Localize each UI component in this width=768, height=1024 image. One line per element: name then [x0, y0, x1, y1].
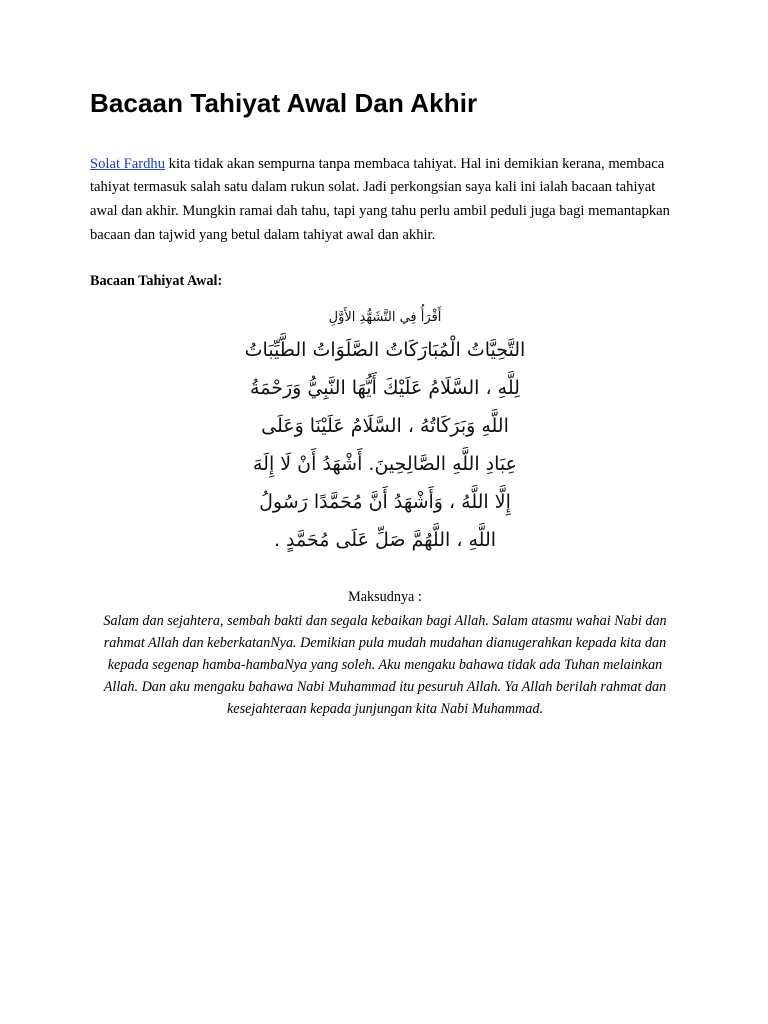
- arabic-line: اللَّهِ ، اللَّهُمَّ صَلِّ عَلَى مُحَمَّدٍ .: [273, 528, 497, 551]
- solat-fardhu-link[interactable]: Solat Fardhu: [90, 155, 165, 172]
- intro-paragraph: [90, 153, 670, 248]
- arabic-line: أَقْرَأُ فِي التَّشَهُّدِ الأَوَّلِ: [328, 310, 442, 326]
- arabic-passage-lines: [235, 306, 535, 559]
- arabic-line: إِلَّا اللَّهُ ، وَأَشْهَدُ أَنَّ مُحَمَّدًا رَسُولُ: [259, 490, 511, 513]
- intro-paragraph-text: kita tidak akan sempurna tanpa membaca tahiyat. Hal ini demikian kerana, membaca tahiyat termasuk salah satu dalam rukun solat. Jadi perkongsian saya kali ini ialah bacaan tahiyat awal dan akhir. Mungkin ramai dah tahu, tapi yang tahu perlu ambil peduli juga bagi memantapkan bacaan dan tajwid yang betul dalam tahiyat awal dan akhir.: [90, 155, 670, 243]
- arabic-line: لِلَّهِ ، السَّلَامُ عَلَيْكَ أَيُّهَا النَّبِيُّ وَرَحْمَةُ: [250, 376, 520, 399]
- arabic-passage: [90, 306, 680, 559]
- arabic-line: اللَّهِ وَبَرَكَاتُهُ ، السَّلَامُ عَلَيْنَا وَعَلَى: [261, 414, 509, 437]
- page-title: Bacaan Tahiyat Awal Dan Akhir: [90, 88, 478, 118]
- arabic-line: التَّحِيَّاتُ الْمُبَارَكَاتُ الصَّلَوَاتُ الطَّيِّبَاتُ: [244, 338, 526, 361]
- meaning-text: Salam dan sejahtera, sembah bakti dan segala kebaikan bagi Allah. Salam atasmu wahai Nabi dan rahmat Allah dan keberkatanNya. Demikian pula mudah mudahan dianugerahkan kepada kita dan kepada segenap hamba-hambaNya yang soleh. Aku mengaku bahawa tidak ada Tuhan melainkan Allah. Dan aku mengaku bahawa Nabi Muhammad itu pesuruh Allah. Ya Allah berilah rahmat dan kesejahteraan kepada junjungan kita Nabi Muhammad.: [103, 612, 667, 717]
- arabic-line: عِبَادِ اللَّهِ الصَّالِحِينَ. أَشْهَدُ أَنْ لَا إِلَهَ: [253, 452, 517, 475]
- meaning-label: Maksudnya :: [348, 588, 422, 605]
- section-subheading: Bacaan Tahiyat Awal:: [90, 273, 223, 290]
